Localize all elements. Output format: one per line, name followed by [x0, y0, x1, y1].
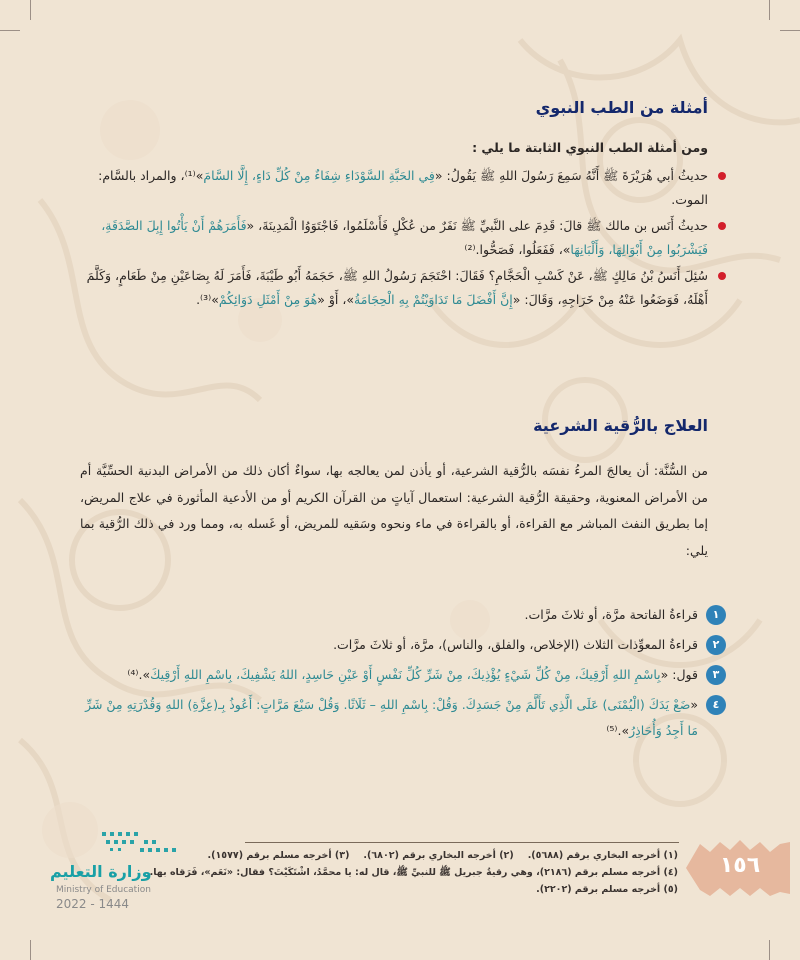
bullet-icon [718, 272, 726, 280]
step-text: قراءةُ المعوِّذات الثلاث (الإخلاص، والفلق، والناس)، مرَّة، أو ثلاثَ مرَّات. [333, 637, 698, 652]
section-title-prophetic-medicine: أمثلة من الطب النبوي [535, 98, 708, 117]
step-number-badge: ١ [706, 605, 726, 625]
section-title-ruqyah: العلاج بالرُّقية الشرعية [533, 416, 708, 435]
step-text-end: ».⁽⁴⁾ [127, 667, 151, 682]
ruqyah-paragraph: من السُّنَّة: أن يعالجَ المرءُ نفسَه بالرُّقية الشرعية، أو يأذن لمن يعالجه بها، سواءٌ أكان ذلك من الأمراض البدنية الحسِّيَّة أم من الأمراض المعنوية، وحقيقة الرُّقية الشرعية: استعمال آياتٍ من القرآن الكريم أو من الأدعية المأثورة في علاج المريض، إما بطريق النفث المباشر مع القراءة، أو بالقراءة في ماء ونحوه وسَقيه للمريض، أو غَسله به، ومما ورد في ذلك الرُّقية بما يلي: [80, 463, 708, 558]
list-item [72, 602, 728, 628]
list-item [72, 692, 728, 744]
footnote: (٣) أخرجه مسلم برقم (١٥٧٧). [207, 850, 350, 861]
ministry-name-english: Ministry of Education [56, 885, 151, 895]
footnote: (٤) أخرجه مسلم برقم (٢١٨٦)، وهي رقيةُ جبريل ﷺ للنبيِّ ﷺ، قال له: يا محمَّدُ، اشْتَكَيْتَ؟ فقال: «نَعَم»، فَرَقاه بها. [149, 867, 678, 878]
step-number-badge: ٣ [706, 665, 726, 685]
examples-list [82, 164, 730, 314]
bullet-icon [718, 222, 726, 230]
bullet-icon [718, 172, 726, 180]
step-text-end: ».⁽⁵⁾ [606, 723, 630, 738]
hadith-quote: هُوَ مِنْ أَمْثَلِ دَوَائِكُمْ [218, 292, 318, 307]
hadith-quote: إِنَّ أَفْضَلَ مَا تَدَاوَيْتُمْ بِهِ الْحِجَامَةُ [354, 292, 513, 307]
list-item [82, 214, 730, 262]
item-text-mid: »، أَوْ « [317, 292, 355, 307]
step-text: قراءةُ الفاتحة مرَّة، أو ثلاثَ مرَّات. [524, 607, 698, 622]
item-text-end: »⁽¹⁾، والمراد بالسَّام: الموت. [98, 168, 708, 207]
hadith-quote: فَأَمَرَهُمْ أَنْ يَأْتُوا إِبِلَ الصَّدَقَةِ، فَيَشْرَبُوا مِنْ أَبْوَالِهَا، وَأَلْبَانِهَا [101, 218, 708, 257]
step-number-badge: ٢ [706, 635, 726, 655]
page-number: ١٥٦ [719, 853, 761, 878]
footnote: (٢) أخرجه البخاري برقم (٦٨٠٢). [363, 850, 514, 861]
list-item [72, 662, 728, 688]
ruqyah-steps [72, 602, 728, 748]
edition-year: 2022 - 1444 [56, 897, 130, 911]
item-text: حديثُ أَنَس بن مالك ﷺ قالَ: قَدِمَ على النَّبيِّ ﷺ نَفَرٌ من عُكْلٍ فَأَسْلَمُوا، فَاجْتَوَوُا الْمَدِينَةَ، « [246, 218, 708, 233]
footnote-divider [245, 842, 679, 843]
list-item [82, 264, 730, 312]
hadith-quote: ضَعْ يَدَكَ (الْيُمْنَى) عَلَى الَّذِي تَأَلَّمَ مِنْ جَسَدِكَ. وَقُلْ: بِاسْمِ اللهِ – ثَلَاثًا. وَقُلْ سَبْعَ مَرَّاتٍ: أَعُوذُ بِـ(عِزَّةِ) اللهِ وَقُدْرَتِهِ مِنْ شَرِّ مَا أَجِدُ وَأُحَاذِرُ [85, 697, 698, 738]
item-text: سُئِلَ أَنَسُ بْنُ مَالِكٍ ﷺ، عَنْ كَسْبِ الْحَجَّامِ؟ فَقَالَ: احْتَجَمَ رَسُولُ اللهِ ﷺ، حَجَمَهُ أَبُو طَيْبَةَ، فَأَمَرَ لَهُ بِصَاعَيْنِ مِنْ طَعَامٍ، وَكَلَّمَ أَهْلَهُ، فَوَضَعُوا عَنْهُ مِنْ خَرَاجِهِ، وَقَالَ: « [86, 268, 708, 307]
hadith-quote: بِاسْمِ اللهِ أَرْقِيكَ، مِنْ كُلِّ شَيْءٍ يُؤْذِيكَ، مِنْ شَرِّ كُلِّ نَفْسٍ أَوْ عَيْنِ حَاسِدٍ، اللهُ يَشْفِيكَ، بِاسْمِ اللهِ أَرْقِيكَ [150, 667, 661, 682]
item-text-end: »⁽³⁾. [196, 292, 219, 307]
ministry-name-arabic: وزارة التعليم [50, 862, 152, 881]
list-item [72, 632, 728, 658]
footnote-row [138, 847, 678, 864]
hadith-quote: فِي الحَبَّةِ السَّوْدَاءِ شِفَاءٌ مِنْ كُلِّ دَاءٍ، إِلَّا السَّامَ [203, 168, 435, 183]
footnotes [138, 847, 678, 898]
item-text: حديثُ أبي هُرَيْرَةَ ﷺ أَنَّهُ سَمِعَ رَسُولَ اللهِ ﷺ يَقُولُ: « [434, 168, 708, 183]
list-item [82, 164, 730, 212]
footnote: (٥) أخرجه مسلم برقم (٢٢٠٢). [536, 884, 678, 895]
intro-line: ومن أمثلة الطب النبوي الثابتة ما يلي : [472, 140, 708, 155]
step-text: « [690, 697, 698, 712]
step-text: قول: « [660, 667, 698, 682]
item-text-end: »، فَفَعَلُوا، فَصَحُّوا.⁽²⁾ [464, 242, 571, 257]
footnote: (١) أخرجه البخاري برقم (٥٦٨٨). [527, 850, 678, 861]
step-number-badge: ٤ [706, 695, 726, 715]
